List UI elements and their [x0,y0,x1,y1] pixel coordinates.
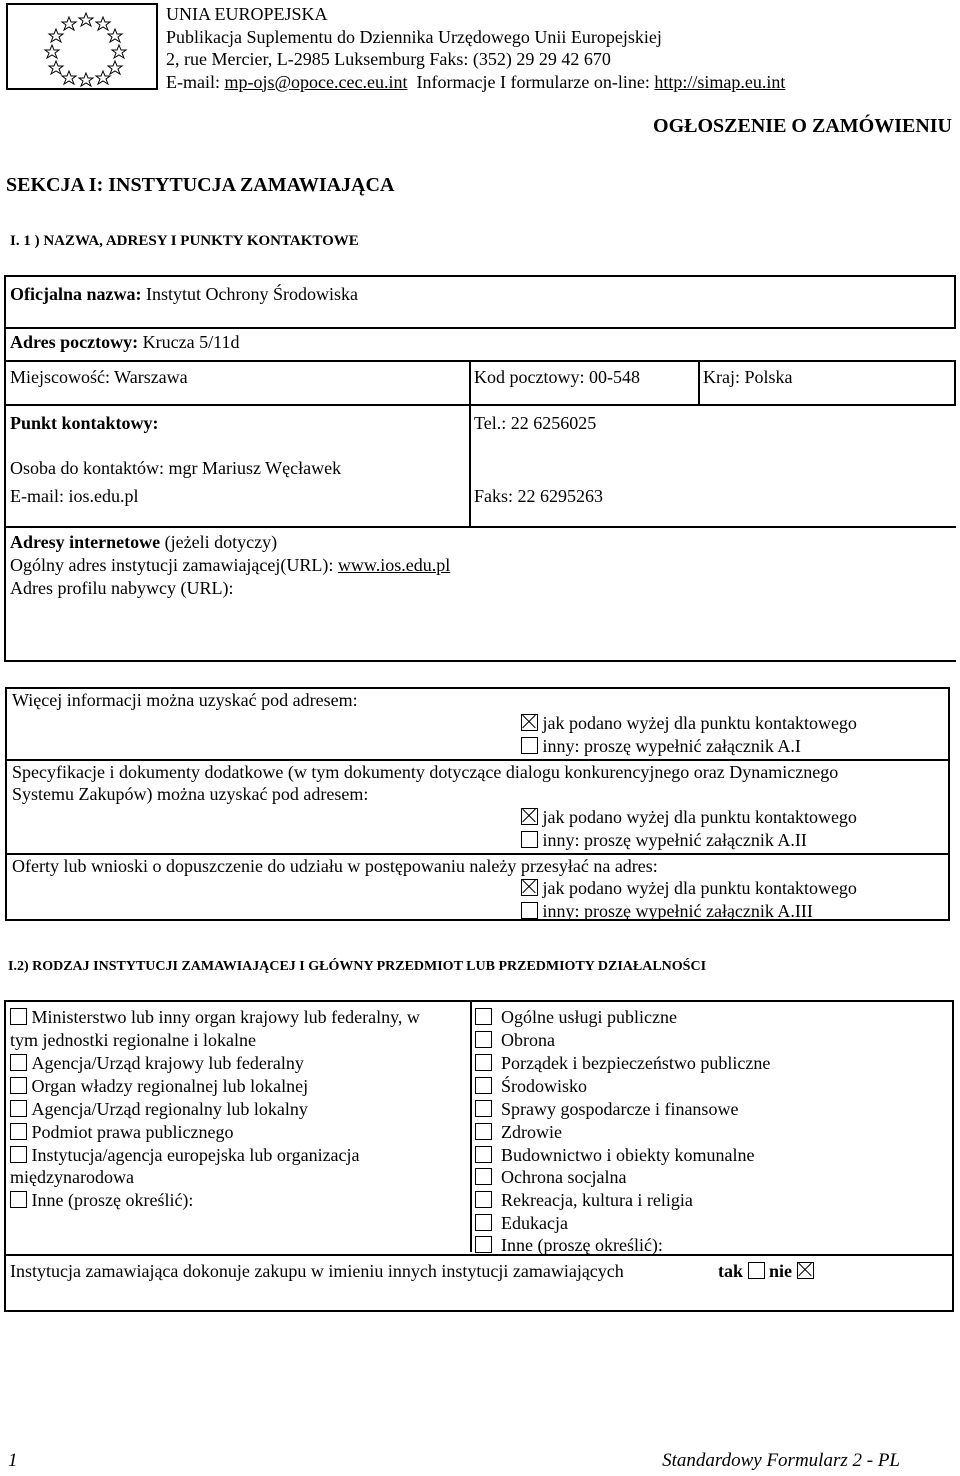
checkbox-icon[interactable] [475,1100,492,1117]
checkbox-icon[interactable] [475,1123,492,1140]
general-url-row: Ogólny adres instytucji zamawiającej(URL): www.ios.edu.pl [10,555,451,575]
checkbox-icon[interactable] [475,1054,492,1071]
postcode-field: Kod pocztowy: 00-548 [474,367,640,387]
q2-option-2: inny: proszę wypełnić załącznik A.II [521,829,807,851]
city-field: Miejscowość: Warszawa [10,367,188,387]
country-field: Kraj: Polska [703,367,793,387]
activity-defence: Obrona [475,1029,555,1051]
header-line3: 2, rue Mercier, L-2985 Luksemburg Faks: (352) 29 29 42 670 [166,49,611,69]
internet-heading: Adresy internetowe (jeżeli dotyczy) [10,532,278,552]
activity-health: Zdrowie [475,1121,562,1143]
checkbox-icon[interactable] [10,1100,27,1117]
official-name-row: Oficjalna nazwa: Instytut Ochrony Środowiska [10,284,358,304]
form-name: Standardowy Formularz 2 - PL [662,1450,900,1471]
checked-box-icon[interactable] [797,1262,814,1279]
checked-box-icon[interactable] [521,879,538,896]
eu-flag-logo [6,3,158,90]
type-public-law-body: Podmiot prawa publicznego [10,1121,233,1143]
checkbox-icon[interactable] [475,1077,492,1094]
checkbox-icon[interactable] [521,737,538,754]
activity-housing: Budownictwo i obiekty komunalne [475,1144,754,1166]
checkbox-icon[interactable] [475,1236,492,1253]
q1-option-2: inny: proszę wypełnić załącznik A.I [521,735,801,757]
postal-address-row: Adres pocztowy: Krucza 5/11d [10,332,240,352]
specs-question-line1: Specyfikacje i dokumenty dodatkowe (w tym dokumenty dotyczące dialogu konkurencyjnego oraz Dynamicznego [12,762,839,782]
activity-environment: Środowisko [475,1075,587,1097]
checkbox-icon[interactable] [475,1031,492,1048]
checkbox-icon[interactable] [748,1262,765,1279]
checkbox-icon[interactable] [10,1146,27,1163]
checkbox-icon[interactable] [10,1008,27,1025]
checkbox-icon[interactable] [475,1008,492,1025]
activity-general-services: Ogólne usługi publiczne [475,1006,677,1028]
postal-address-value: Krucza 5/11d [142,332,240,352]
offers-question: Oferty lub wnioski o dopuszczenie do udziału w postępowaniu należy przesyłać na adres: [12,856,658,876]
checkbox-icon[interactable] [475,1214,492,1231]
checkbox-icon[interactable] [475,1168,492,1185]
activity-social-protection: Ochrona socjalna [475,1166,626,1188]
header-email-link[interactable]: mp-ojs@opoce.cec.eu.int [224,71,408,92]
checkbox-icon[interactable] [10,1054,27,1071]
header-line1: UNIA EUROPEJSKA [166,4,328,24]
activity-other: Inne (proszę określić): [475,1234,663,1256]
q3-option-2: inny: proszę wypełnić załącznik A.III [521,900,813,922]
q3-option-1: jak podano wyżej dla punktu kontaktowego [521,877,857,899]
activity-education: Edukacja [475,1212,568,1234]
type-regional-agency: Agencja/Urząd regionalny lub lokalny [10,1098,308,1120]
type-regional-authority: Organ władzy regionalnej lub lokalnej [10,1075,308,1097]
checkbox-icon[interactable] [475,1146,492,1163]
general-url-link[interactable]: www.ios.edu.pl [337,555,451,575]
buyer-profile-field: Adres profilu nabywcy (URL): [10,578,234,598]
checkbox-icon[interactable] [521,831,538,848]
tel-field: Tel.: 22 6256025 [474,413,597,433]
type-other: Inne (proszę określić): [10,1189,193,1211]
email-field: E-mail: ios.edu.pl [10,486,139,506]
q1-option-1: jak podano wyżej dla punktu kontaktowego [521,712,857,734]
document-title: OGŁOSZENIE O ZAMÓWIENIU [653,115,952,137]
checked-box-icon[interactable] [521,808,538,825]
header-line4: E-mail: mp-ojs@opoce.cec.eu.int Informacje I formularze on-line: http://simap.eu.int [166,71,786,92]
type-national-agency: Agencja/Urząd krajowy lub federalny [10,1052,304,1074]
type-ministry-cont: tym jednostki regionalne i lokalne [10,1030,256,1050]
checkbox-icon[interactable] [10,1191,27,1208]
eu-stars-icon [8,5,156,88]
contact-person-field: Osoba do kontaktów: mgr Mariusz Węcławek [10,458,342,478]
section-1-1-heading: I. 1 ) NAZWA, ADRESY I PUNKTY KONTAKTOWE [10,233,359,249]
checkbox-icon[interactable] [521,902,538,919]
checkbox-icon[interactable] [10,1077,27,1094]
type-eu-institution-cont: międzynarodowa [10,1167,134,1187]
contact-point-label: Punkt kontaktowy: [10,413,159,433]
page-number: 1 [8,1450,18,1471]
fax-field: Faks: 22 6295263 [474,486,604,506]
header-url-link[interactable]: http://simap.eu.int [654,71,786,92]
section-title: SEKCJA I: INSTYTUCJA ZAMAWIAJĄCA [6,174,395,196]
type-eu-institution: Instytucja/agencja europejska lub organizacja [10,1144,360,1166]
section-1-2-heading: I.2) RODZAJ INSTYTUCJI ZAMAWIAJĄCEJ I GŁÓWNY PRZEDMIOT LUB PRZEDMIOTY DZIAŁALNOŚCI [8,959,707,974]
behalf-question: Instytucja zamawiająca dokonuje zakupu w imieniu innych instytucji zamawiających [10,1261,624,1281]
checkbox-icon[interactable] [10,1123,27,1140]
checkbox-icon[interactable] [475,1191,492,1208]
activity-economic-affairs: Sprawy gospodarcze i finansowe [475,1098,738,1120]
header-line2: Publikacja Suplementu do Dziennika Urzędowego Unii Europejskiej [166,26,662,47]
official-name-value: Instytut Ochrony Środowiska [145,284,358,304]
specs-question-line2: Systemu Zakupów) można uzyskać pod adresem: [12,784,369,804]
activity-recreation: Rekreacja, kultura i religia [475,1189,693,1211]
activity-public-order: Porządek i bezpieczeństwo publiczne [475,1052,770,1074]
checked-box-icon[interactable] [521,714,538,731]
type-ministry: Ministerstwo lub inny organ krajowy lub federalny, w [10,1006,420,1028]
more-info-question: Więcej informacji można uzyskać pod adresem: [12,690,358,710]
q2-option-1: jak podano wyżej dla punktu kontaktowego [521,806,857,828]
behalf-answer: tak nie [718,1260,814,1282]
